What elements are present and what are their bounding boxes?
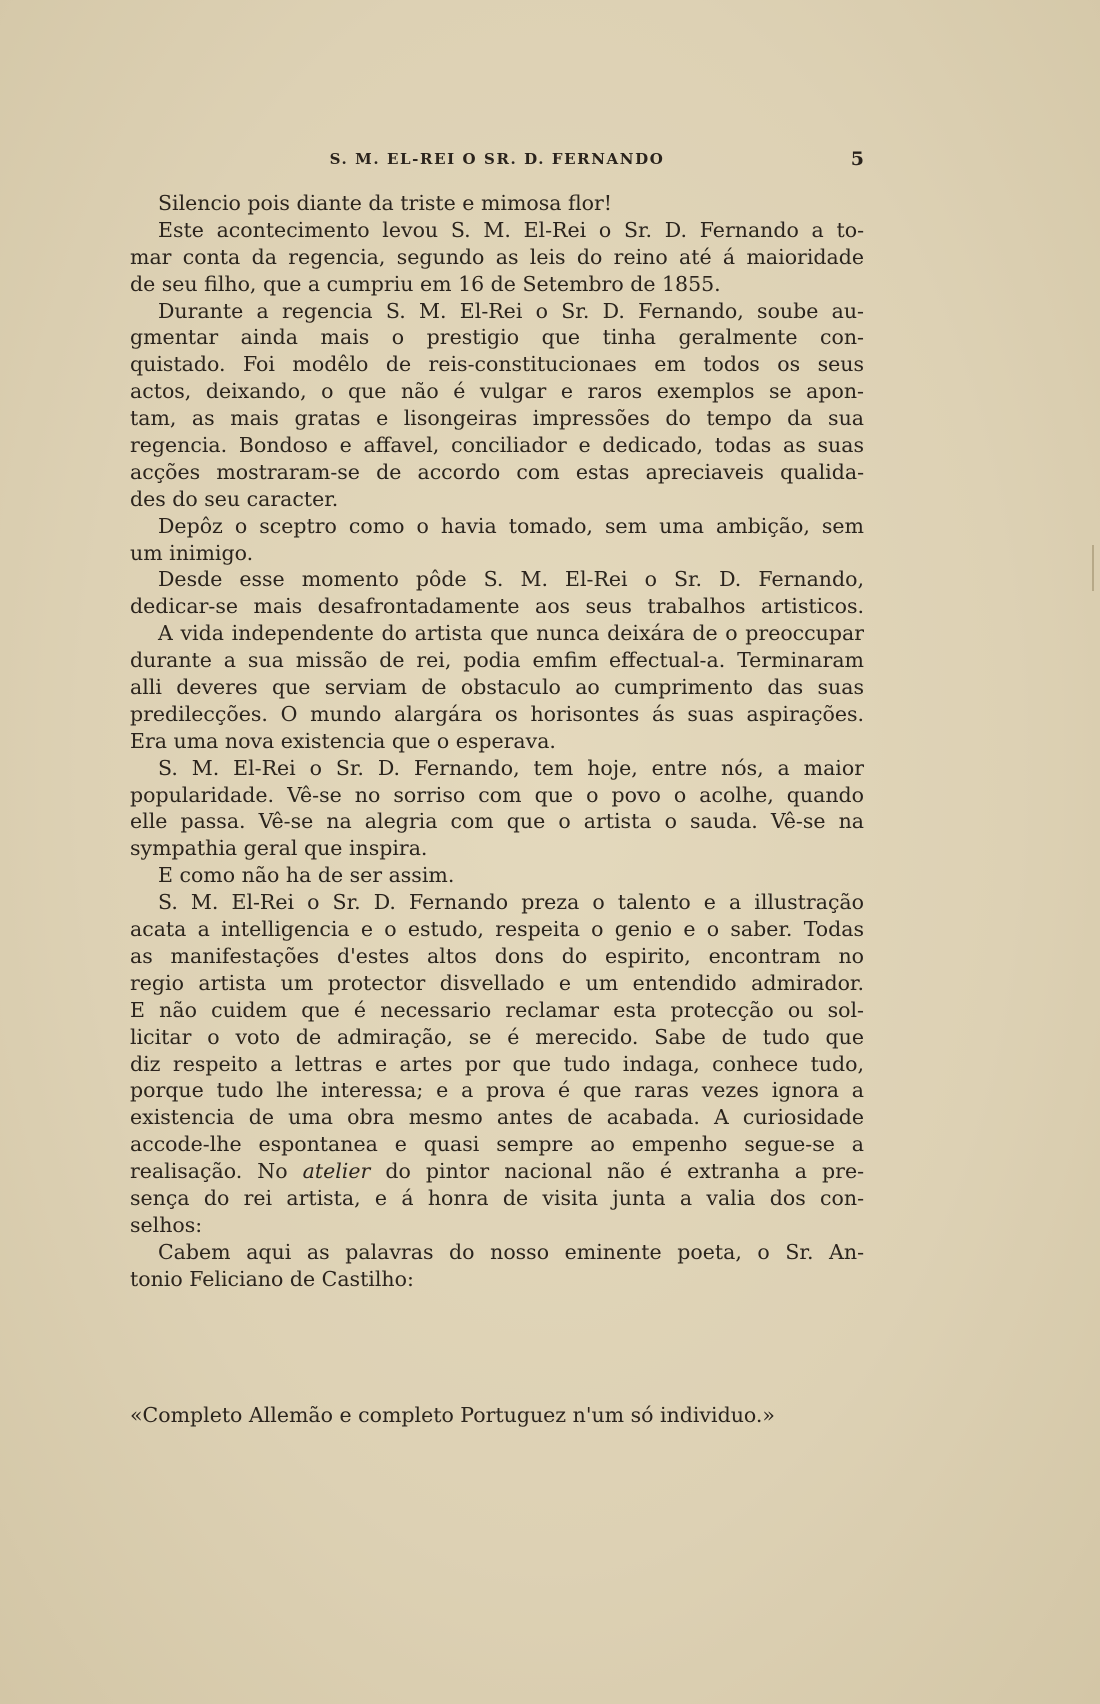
quotation: «Completo Allemão e completo Portuguez n'um só individuo.» <box>130 1403 775 1427</box>
text-line: popularidade. Vê-se no sorriso com que o povo o acolhe, quando <box>130 782 864 807</box>
text-line: acções mostraram-se de accordo com estas apreciaveis qualida- <box>130 459 864 484</box>
text-line: porque tudo lhe interessa; e a prova é que raras vezes ignora a <box>130 1078 864 1103</box>
text-line: accode-lhe espontanea e quasi sempre ao empenho segue-se a <box>130 1132 864 1157</box>
text-line: gmentar ainda mais o prestigio que tinha geralmente con- <box>130 325 864 350</box>
running-title: S. M. EL-REI O SR. D. FERNANDO <box>329 150 665 168</box>
page-number: 5 <box>850 148 864 170</box>
text-line: Depôz o sceptro como o havia tomado, sem uma ambição, sem <box>158 513 864 538</box>
text-line: actos, deixando, o que não é vulgar e raros exemplos se apon- <box>130 379 864 404</box>
text-line: regencia. Bondoso e affavel, conciliador e dedicado, todas as suas <box>130 433 864 458</box>
text-line: dedicar-se mais desafrontadamente aos seus trabalhos artisticos. <box>130 594 864 619</box>
text-line: sympathia geral que inspira. <box>130 836 428 861</box>
text-line: Cabem aqui as palavras do nosso eminente poeta, o Sr. An- <box>158 1239 864 1264</box>
body-text <box>130 190 864 1293</box>
italic-term: atelier <box>302 1159 371 1184</box>
text-line: tam, as mais gratas e lisongeiras impressões do tempo da sua <box>130 406 864 431</box>
text-line: licitar o voto de admiração, se é merecido. Sabe de tudo que <box>130 1024 864 1049</box>
text-line: durante a sua missão de rei, podia emfim effectual-a. Terminaram <box>130 648 864 673</box>
text-line: selhos: <box>130 1212 203 1237</box>
text-line: Durante a regencia S. M. El-Rei o Sr. D. Fernando, soube au- <box>158 298 864 323</box>
text-line: S. M. El-Rei o Sr. D. Fernando, tem hoje, entre nós, a maior <box>158 755 864 780</box>
text-line: E como não ha de ser assim. <box>158 863 455 888</box>
text-line: S. M. El-Rei o Sr. D. Fernando preza o talento e a illustração <box>158 890 864 915</box>
text-line: as manifestações d'estes altos dons do espirito, encontram no <box>130 943 864 968</box>
text-line: existencia de uma obra mesmo antes de acabada. A curiosidade <box>130 1105 864 1130</box>
running-head <box>130 150 864 178</box>
text-line: Desde esse momento pôde S. M. El-Rei o Sr. D. Fernando, <box>158 567 864 592</box>
text-line: tonio Feliciano de Castilho: <box>130 1266 414 1291</box>
text-line: sença do rei artista, e á honra de visita junta a valia dos con- <box>130 1185 864 1210</box>
text-line: acata a intelligencia e o estudo, respeita o genio e o saber. Todas <box>130 917 864 942</box>
text-line: um inimigo. <box>130 540 254 565</box>
text-line <box>130 1158 864 1185</box>
text-line: diz respeito a lettras e artes por que tudo indaga, conhece tudo, <box>130 1051 864 1076</box>
text-line: des do seu caracter. <box>130 486 339 511</box>
text-line: E não cuidem que é necessario reclamar esta protecção ou sol- <box>130 997 864 1022</box>
text-line: Silencio pois diante da triste e mimosa flor! <box>158 191 613 215</box>
text-line: quistado. Foi modêlo de reis-constitucionaes em todos os seus <box>130 352 864 377</box>
text-line: Era uma nova existencia que o esperava. <box>130 728 556 753</box>
text-line: A vida independente do artista que nunca deixára de o preoccupar <box>158 621 864 646</box>
text-segment: realisação. No <box>130 1159 288 1184</box>
text-line: alli deveres que serviam de obstaculo ao cumprimento das suas <box>130 675 864 700</box>
text-line: elle passa. Vê-se na alegria com que o artista o sauda. Vê-se na <box>130 809 864 834</box>
text-line: predilecções. O mundo alargára os horisontes ás suas aspirações. <box>130 701 864 726</box>
page-edge-mark <box>1092 545 1094 591</box>
text-line: regio artista um protector disvellado e um entendido admirador. <box>130 970 864 995</box>
text-line: de seu filho, que a cumpriu em 16 de Setembro de 1855. <box>130 271 721 296</box>
text-segment: do pintor nacional não é extranha a pre- <box>385 1159 864 1184</box>
text-line: mar conta da regencia, segundo as leis do reino até á maioridade <box>130 244 864 269</box>
text-line: Este acontecimento levou S. M. El-Rei o Sr. D. Fernando a to- <box>158 217 864 242</box>
